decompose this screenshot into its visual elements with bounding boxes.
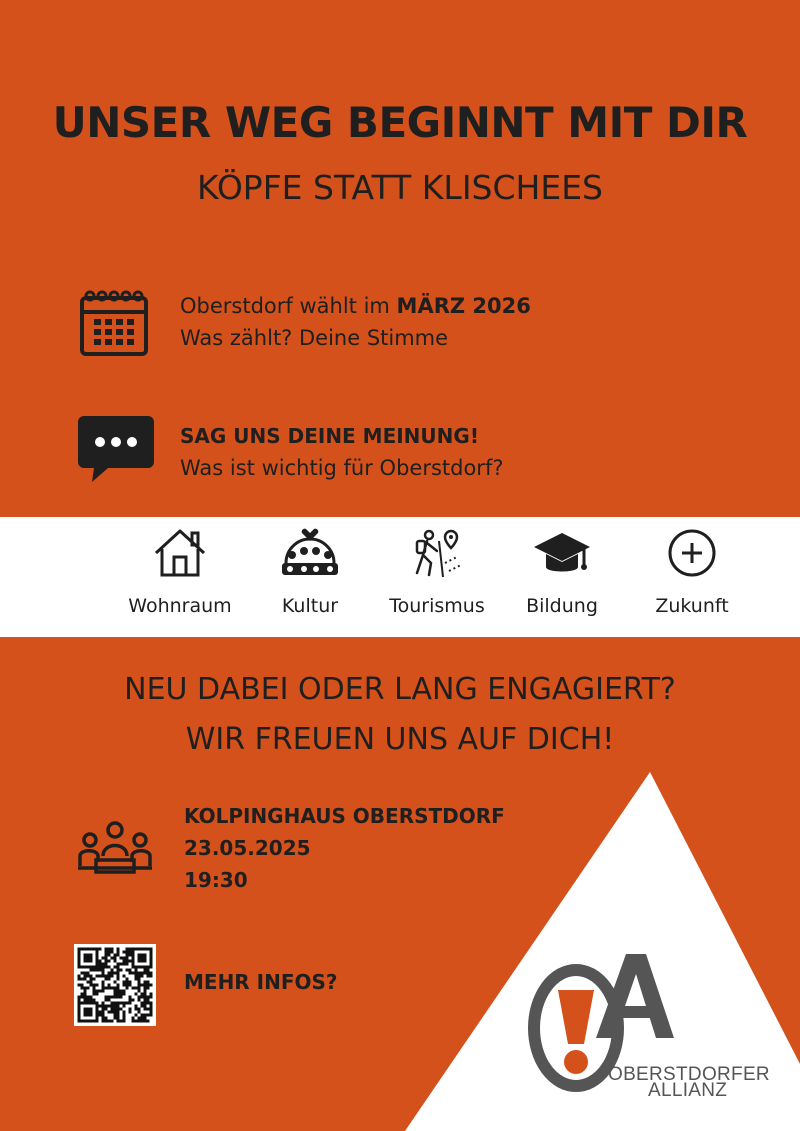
hiker-icon bbox=[372, 527, 502, 587]
topic-label: Bildung bbox=[526, 595, 598, 617]
calendar-icon bbox=[78, 288, 152, 364]
plus-circle-icon bbox=[627, 527, 757, 587]
house-icon bbox=[115, 527, 245, 587]
election-line-1-prefix: Oberstdorf wählt im bbox=[180, 294, 397, 318]
event-date: 23.05.2025 bbox=[184, 836, 311, 860]
cta-line-2: WIR FREUEN UNS AUF DICH! bbox=[185, 722, 615, 757]
chat-bubble-icon bbox=[78, 416, 154, 488]
qr-code-icon[interactable] bbox=[74, 944, 156, 1026]
event-details bbox=[184, 800, 505, 896]
topic-label: Wohnraum bbox=[128, 595, 232, 617]
opinion-question: Was ist wichtig für Oberstdorf? bbox=[180, 456, 504, 480]
election-date: MÄRZ 2026 bbox=[396, 294, 531, 318]
topic-label: Tourismus bbox=[389, 595, 485, 617]
logo-line-2: ALLIANZ bbox=[648, 1080, 728, 1101]
graduation-cap-icon bbox=[497, 527, 627, 587]
election-info bbox=[180, 290, 531, 354]
logo-line-1: OBERSTDORFER bbox=[608, 1064, 770, 1085]
headline: UNSER WEG BEGINNT MIT DIR bbox=[52, 98, 748, 147]
election-line-2: Was zählt? Deine Stimme bbox=[180, 326, 449, 350]
community-icon bbox=[245, 527, 375, 587]
more-info-label: MEHR INFOS? bbox=[184, 970, 338, 994]
event-time: 19:30 bbox=[184, 868, 248, 892]
subheadline: KÖPFE STATT KLISCHEES bbox=[196, 168, 604, 207]
event-location: KOLPINGHAUS OBERSTDORF bbox=[184, 804, 505, 828]
topic-label: Kultur bbox=[281, 595, 339, 617]
opinion-heading: SAG UNS DEINE MEINUNG! bbox=[180, 424, 479, 448]
meeting-icon bbox=[76, 820, 154, 880]
election-line-1 bbox=[180, 290, 531, 322]
topic-label: Zukunft bbox=[655, 595, 729, 617]
cta-line-1: NEU DABEI ODER LANG ENGAGIERT? bbox=[124, 672, 676, 707]
topics-band bbox=[0, 517, 800, 637]
opinion-info bbox=[180, 420, 503, 484]
